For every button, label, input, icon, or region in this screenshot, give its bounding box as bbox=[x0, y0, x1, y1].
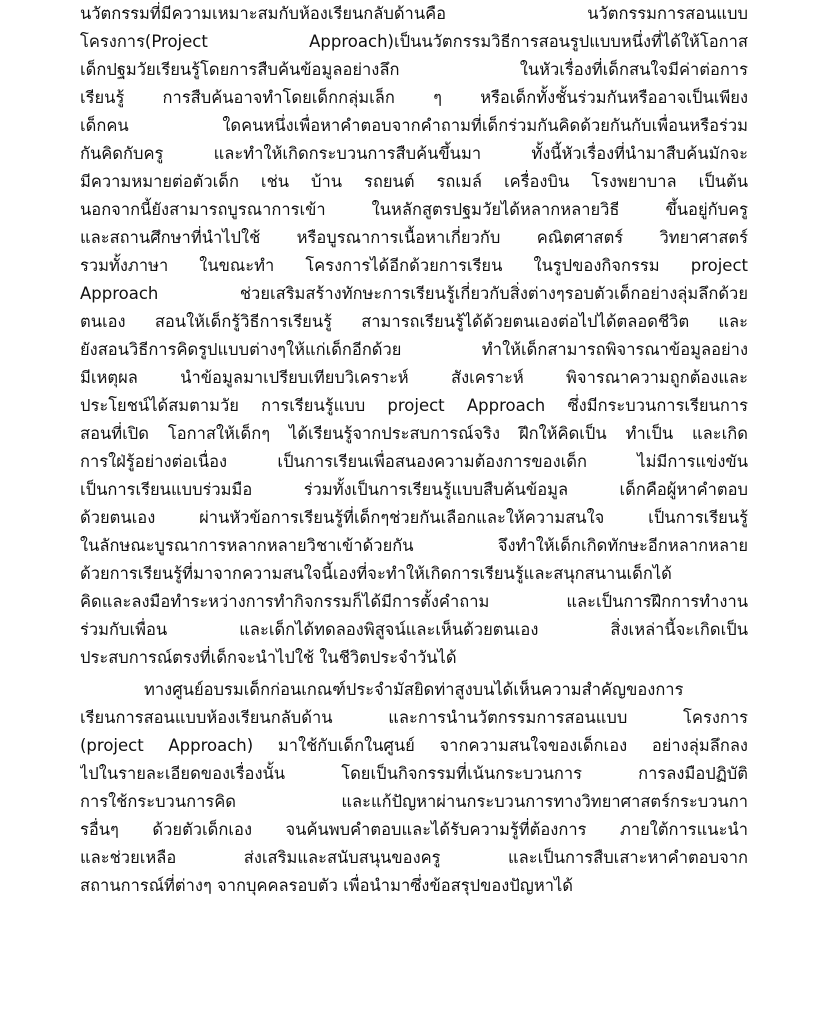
text-line: โครงการ(Project Approach)เป็นนวัตกรรมวิธีการสอนรูปแบบหนึ่งที่ได้ให้โอกาส bbox=[80, 32, 748, 51]
text-line: (project Approach) มาใช้กับเด็กในศูนย์ จากความสนใจของเด็กเอง อย่างลุ่มลึกลง bbox=[80, 736, 748, 755]
text-line: คิดและลงมือทำระหว่างการทำกิจกรรมก็ได้มีการตั้งคำถาม และเป็นการฝึกการทำงาน bbox=[80, 592, 748, 611]
text-line: ในลักษณะบูรณาการหลากหลายวิชาเข้าด้วยกัน จึงทำให้เด็กเกิดทักษะอีกหลากหลาย bbox=[80, 536, 748, 555]
text-line: เด็กคน ใดคนหนึ่งเพื่อหาคำตอบจากคำถามที่เด็กร่วมกันคิดด้วยกันกับเพื่อนหรือร่วม bbox=[80, 116, 748, 135]
text-line: เรียนรู้ การสืบค้นอาจทำโดยเด็กกลุ่มเล็ก ๆ หรือเด็กทั้งชั้นร่วมกันหรืออาจเป็นเพียง bbox=[80, 88, 748, 107]
text-line: ประสบการณ์ตรงที่เด็กจะนำไปใช้ ในชีวิตประจำวันได้ bbox=[80, 648, 457, 667]
text-line: ประโยชน์ได้สมตามวัย การเรียนรู้แบบ project Approach ซึ่งมีกระบวนการเรียนการ bbox=[80, 396, 748, 415]
text-line-first: ทางศูนย์อบรมเด็กก่อนเกณฑ์ประจำมัสยิดท่าสูงบนได้เห็นความสำคัญของการ bbox=[144, 680, 684, 699]
text-line: ร่วมกับเพื่อน และเด็กได้ทดลองพิสูจน์และเห็นด้วยตนเอง สิ่งเหล่านี้จะเกิดเป็น bbox=[80, 620, 748, 639]
paragraph-innovation-project-approach bbox=[80, 0, 748, 672]
text-line: กันคิดกับครู และทำให้เกิดกระบวนการสืบค้นขึ้นมา ทั้งนี้หัวเรื่องที่นำมาสืบค้นมักจะ bbox=[80, 144, 748, 163]
paragraph-child-center bbox=[80, 676, 748, 900]
text-line: สถานการณ์ที่ต่างๆ จากบุคคลรอบตัว เพื่อนำมาซึ่งข้อสรุปของปัญหาได้ bbox=[80, 876, 574, 895]
text-line: เรียนการสอนแบบห้องเรียนกลับด้าน และการนำนวัตกรรมการสอนแบบ โครงการ bbox=[80, 708, 748, 727]
text-line: มีความหมายต่อตัวเด็ก เช่น บ้าน รถยนต์ รถเมล์ เครื่องบิน โรงพยาบาล เป็นต้น bbox=[80, 172, 748, 191]
text-line: สอนที่เปิด โอกาสให้เด็กๆ ได้เรียนรู้จากประสบการณ์จริง ฝึกให้คิดเป็น ทำเป็น และเกิด bbox=[80, 424, 748, 443]
text-line: รอื่นๆ ด้วยตัวเด็กเอง จนค้นพบคำตอบและได้รับความรู้ที่ต้องการ ภายใต้การแนะนำ bbox=[80, 820, 748, 839]
text-line: ตนเอง สอนให้เด็กรู้วิธีการเรียนรู้ สามารถเรียนรู้ได้ด้วยตนเองต่อไปได้ตลอดชีวิต และ bbox=[80, 312, 748, 331]
text-line: นอกจากนี้ยังสามารถบูรณาการเข้า ในหลักสูตรปฐมวัยได้หลากหลายวิธี ขึ้นอยู่กับครู bbox=[80, 200, 748, 219]
text-line: Approach ช่วยเสริมสร้างทักษะการเรียนรู้เกี่ยวกับสิ่งต่างๆรอบตัวเด็กอย่างลุ่มลึกด้วย bbox=[80, 284, 748, 303]
text-line: นวัตกรรมที่มีความเหมาะสมกับห้องเรียนกลับด้านคือ นวัตกรรมการสอนแบบ bbox=[80, 4, 748, 23]
text-line: และสถานศึกษาที่นำไปใช้ หรือบูรณาการเนื้อหาเกี่ยวกับ คณิตศาสตร์ วิทยาศาสตร์ bbox=[80, 228, 748, 247]
text-line: การใฝ่รู้อย่างต่อเนื่อง เป็นการเรียนเพื่อสนองความต้องการของเด็ก ไม่มีการแข่งขัน bbox=[80, 452, 748, 471]
text-line: รวมทั้งภาษา ในขณะทำ โครงการได้อีกด้วยการเรียน ในรูปของกิจกรรม project bbox=[80, 256, 748, 275]
text-line: ไปในรายละเอียดของเรื่องนั้น โดยเป็นกิจกรรมที่เน้นกระบวนการ การลงมือปฏิบัติ bbox=[80, 764, 748, 783]
text-line: ด้วยตนเอง ผ่านหัวข้อการเรียนรู้ที่เด็กๆช่วยกันเลือกและให้ความสนใจ เป็นการเรียนรู้ bbox=[80, 508, 748, 527]
text-line: และช่วยเหลือ ส่งเสริมและสนับสนุนของครู และเป็นการสืบเสาะหาคำตอบจาก bbox=[80, 848, 748, 867]
text-line: การใช้กระบวนการคิด และแก้ปัญหาผ่านกระบวนการทางวิทยาศาสตร์กระบวนกา bbox=[80, 792, 748, 811]
text-line: มีเหตุผล นำข้อมูลมาเปรียบเทียบวิเคราะห์ สังเคราะห์ พิจารณาความถูกต้องและ bbox=[80, 368, 748, 387]
text-line: เด็กปฐมวัยเรียนรู้โดยการสืบค้นข้อมูลอย่างลึก ในหัวเรื่องที่เด็กสนใจมีค่าต่อการ bbox=[80, 60, 748, 79]
text-line: ยังสอนวิธีการคิดรูปแบบต่างๆให้แก่เด็กอีกด้วย ทำให้เด็กสามารถพิจารณาข้อมูลอย่าง bbox=[80, 340, 748, 359]
text-line: เป็นการเรียนแบบร่วมมือ ร่วมทั้งเป็นการเรียนรู้แบบสืบค้นข้อมูล เด็กคือผู้หาคำตอบ bbox=[80, 480, 748, 499]
text-line: ด้วยการเรียนรู้ที่มาจากความสนใจนี้เองที่จะทำให้เกิดการเรียนรู้และสนุกสนานเด็กได้ bbox=[80, 564, 672, 583]
